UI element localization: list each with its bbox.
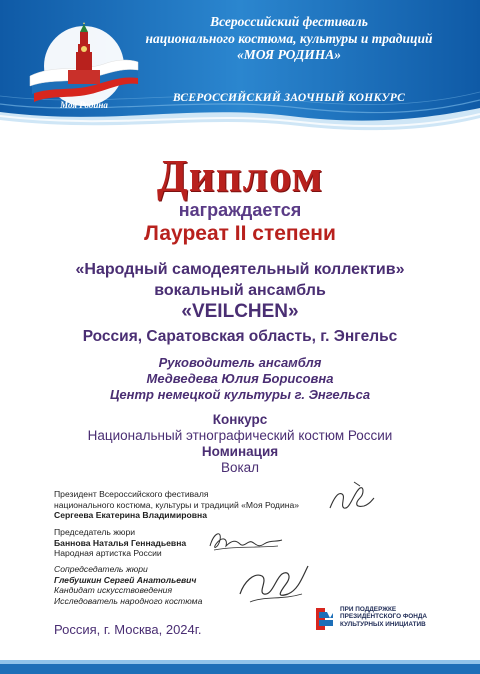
festival-line1: Всероссийский фестиваль (210, 14, 368, 29)
signatory-president (54, 489, 299, 521)
diploma-title: Диплом (156, 151, 324, 201)
festival-name (124, 14, 454, 64)
signatory-title: Народная артистка России (54, 548, 162, 558)
signature-president (324, 478, 378, 516)
sponsor-line2: ПРЕЗИДЕНТСКОГО ФОНДА (340, 613, 428, 621)
sponsor-line1: ПРИ ПОДДЕРЖКЕ (340, 606, 397, 613)
award-degree: Лауреат II степени (144, 222, 336, 245)
recipient-line2: вокальный ансамбль (154, 282, 326, 299)
contest-type: ВСЕРОССИЙСКИЙ ЗАОЧНЫЙ КОНКУРС (172, 92, 406, 104)
leader-role: Руководитель ансамбля (158, 355, 322, 370)
signatory-name: Глебушкин Сергей Анатольевич (54, 574, 197, 585)
nomination-value: Вокал (220, 460, 260, 475)
signatory-name: Сергеева Екатерина Владимировна (54, 510, 207, 520)
signatory-name: Баннова Наталья Геннадьевна (54, 537, 187, 548)
signatory-jury-chair (54, 527, 186, 559)
festival-line3: «МОЯ РОДИНА» (236, 47, 342, 62)
leader-organization: Центр немецкой культуры г. Энгельса (109, 387, 371, 402)
emblem-caption: Моя Родина (60, 100, 108, 110)
nomination-label: Номинация (201, 444, 279, 459)
recipient-name: «VEILCHEN» (181, 301, 299, 322)
sponsor-text (340, 606, 427, 628)
footer-stripe (0, 664, 480, 674)
signatory-title: Кандидат искусствоведения (54, 585, 173, 595)
signature-jury-cochair (232, 558, 314, 606)
city-date: Россия, г. Москва, 2024г. (54, 622, 202, 637)
contest-value: Национальный этнографический костюм России (87, 428, 393, 443)
recipient-line1: «Народный самодеятельный коллектив» (75, 261, 405, 278)
sponsor-line3: КУЛЬТУРНЫХ ИНИЦИАТИВ (340, 620, 426, 628)
leader-name: Медведева Юлия Борисовна (146, 371, 334, 386)
signatory-jury-cochair (54, 564, 202, 606)
signatory-role-cont: национального костюма, культуры и традиций «Моя Родина» (54, 499, 300, 510)
festival-line2: национального костюма, культуры и традиций (145, 30, 433, 46)
signature-jury-chair (206, 526, 286, 556)
contest-label: Конкурс (212, 412, 268, 427)
recipient-location: Россия, Саратовская область, г. Энгельс (82, 328, 398, 345)
signatory-role: Председатель жюри (54, 527, 136, 537)
signatory-role: Президент Всероссийского фестиваля (54, 489, 209, 499)
awarded-label: награждается (178, 200, 302, 220)
signatory-title2: Исследователь народного костюма (54, 595, 203, 606)
signatory-role: Сопредседатель жюри (54, 564, 148, 574)
